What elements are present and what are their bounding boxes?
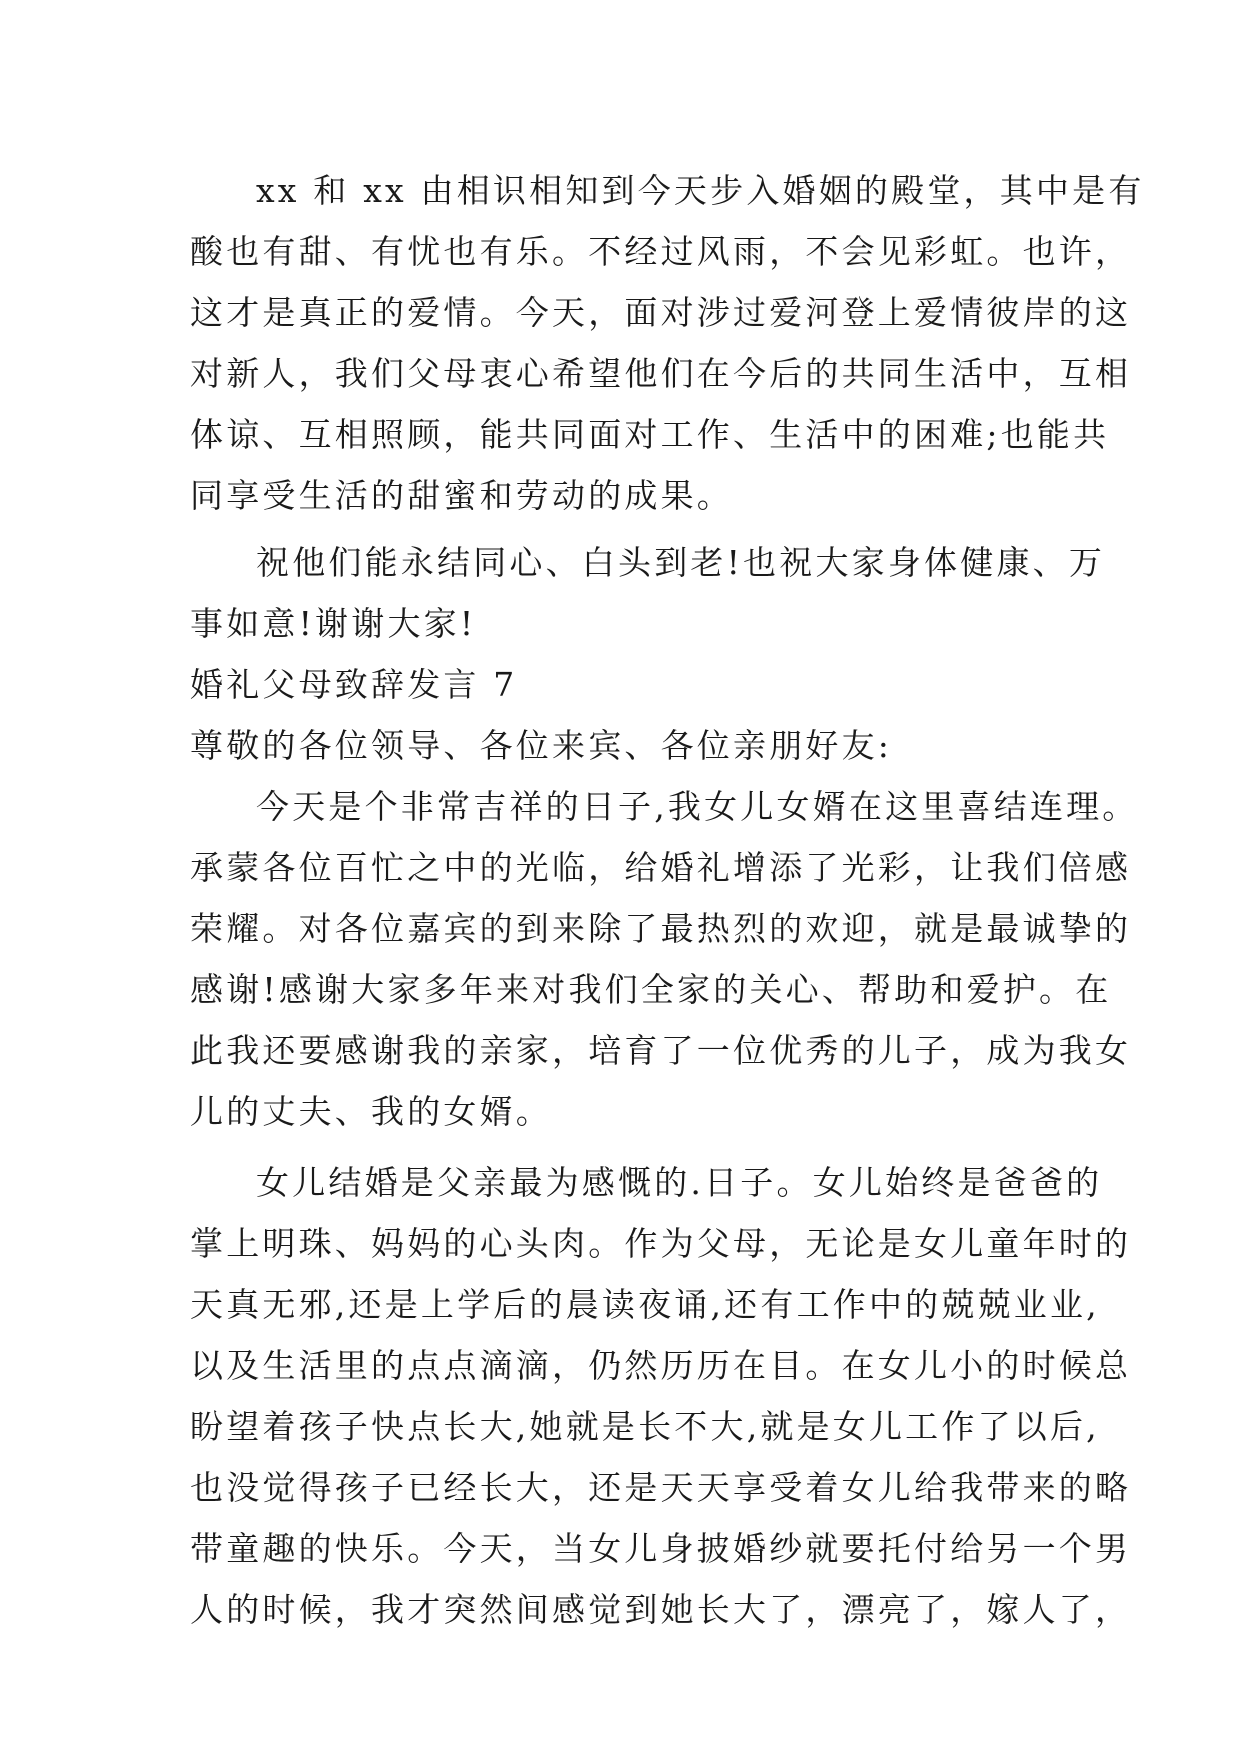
paragraph-line: 同享受生活的甜蜜和劳动的成果。 [190, 476, 733, 515]
paragraph-line: 此我还要感谢我的亲家，培育了一位优秀的儿子，成为我女 [190, 1031, 1132, 1070]
paragraph-line: 今天是个非常吉祥的日子,我女儿女婿在这里喜结连理。 [256, 787, 1139, 826]
paragraph-line: 也没觉得孩子已经长大，还是天天享受着女儿给我带来的略 [190, 1468, 1132, 1507]
paragraph-line: 人的时候，我才突然间感觉到她长大了，漂亮了，嫁人了， [190, 1590, 1132, 1629]
paragraph-line: 荣耀。对各位嘉宾的到来除了最热烈的欢迎，就是最诚挚的 [190, 909, 1132, 948]
paragraph-line: 这才是真正的爱情。今天，面对涉过爱河登上爱情彼岸的这 [190, 293, 1132, 332]
section-heading: 婚礼父母致辞发言 7 [190, 665, 518, 704]
paragraph-line: xx 和 xx 由相识相知到今天步入婚姻的殿堂，其中是有 [256, 171, 1145, 210]
paragraph-line: 以及生活里的点点滴滴，仍然历历在目。在女儿小的时候总 [190, 1346, 1132, 1385]
paragraph-line: 体谅、互相照顾，能共同面对工作、生活中的困难;也能共 [190, 415, 1110, 454]
salutation-line: 尊敬的各位领导、各位来宾、各位亲朋好友: [190, 726, 893, 765]
paragraph-line: 盼望着孩子快点长大,她就是长不大,就是女儿工作了以后, [190, 1407, 1100, 1446]
paragraph-line: 掌上明珠、妈妈的心头肉。作为父母，无论是女儿童年时的 [190, 1224, 1132, 1263]
paragraph-line: 祝他们能永结同心、白头到老!也祝大家身体健康、万 [256, 543, 1106, 582]
paragraph-line: 酸也有甜、有忧也有乐。不经过风雨，不会见彩虹。也许， [190, 232, 1132, 271]
paragraph-line: 承蒙各位百忙之中的光临，给婚礼增添了光彩，让我们倍感 [190, 848, 1132, 887]
paragraph-line: 天真无邪,还是上学后的晨读夜诵,还有工作中的兢兢业业, [190, 1285, 1100, 1324]
document-body [190, 160, 1145, 1640]
paragraph-line: 对新人，我们父母衷心希望他们在今后的共同生活中，互相 [190, 354, 1132, 393]
paragraph-line: 感谢!感谢大家多年来对我们全家的关心、帮助和爱护。在 [190, 970, 1112, 1009]
paragraph-line: 事如意!谢谢大家! [190, 604, 477, 643]
paragraph-line: 带童趣的快乐。今天，当女儿身披婚纱就要托付给另一个男 [190, 1529, 1132, 1568]
paragraph-line: 女儿结婚是父亲最为感慨的.日子。女儿始终是爸爸的 [256, 1163, 1103, 1202]
paragraph-line: 儿的丈夫、我的女婿。 [190, 1092, 552, 1131]
